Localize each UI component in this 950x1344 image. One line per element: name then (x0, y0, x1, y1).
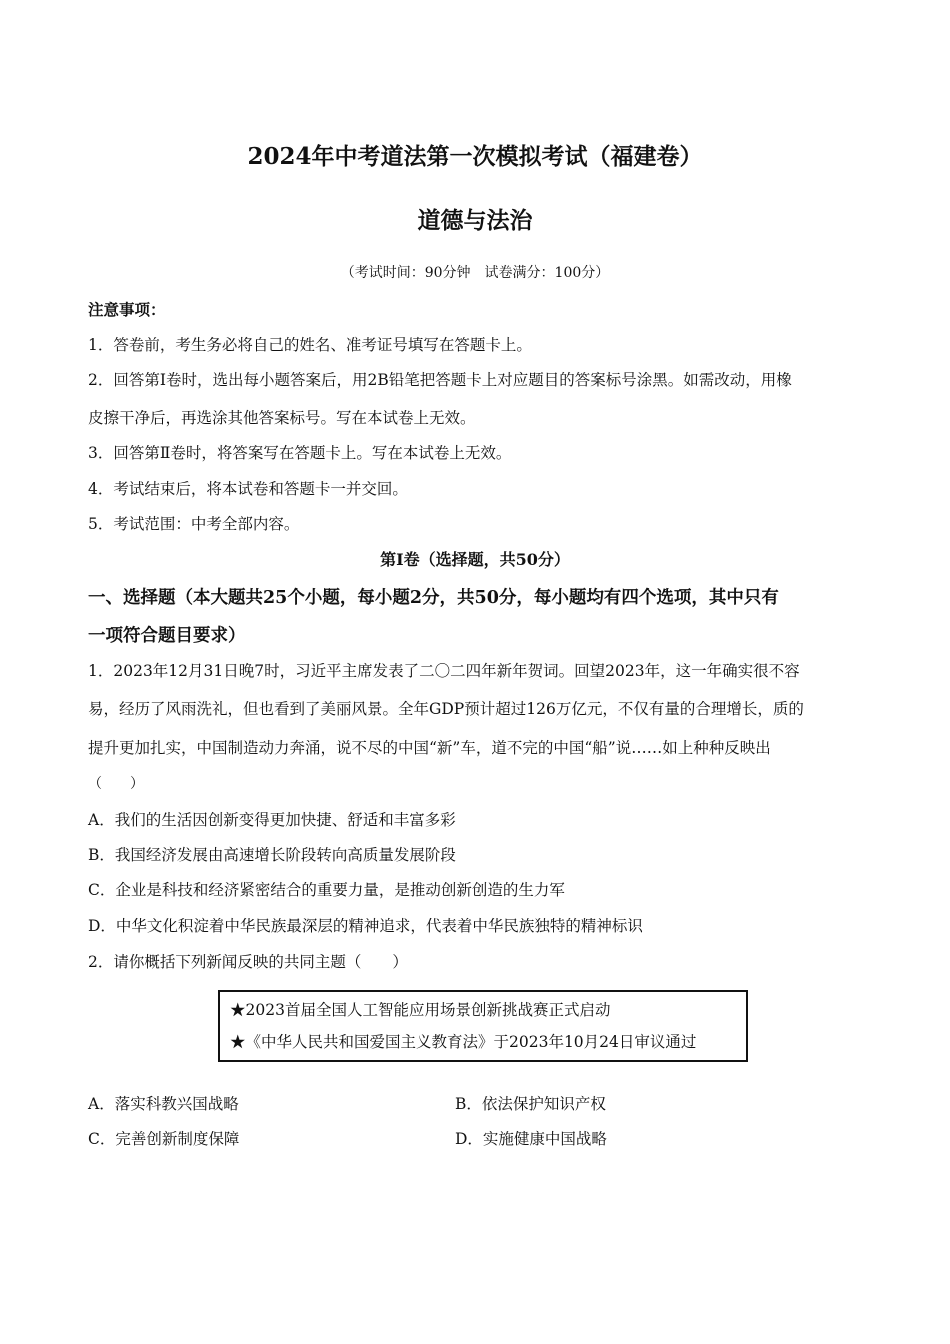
notice-item: 1．答卷前，考生务必将自己的姓名、准考证号填写在答题卡上。 (88, 336, 532, 354)
subject-title: 道德与法治 (417, 207, 533, 234)
notice-item: 4．考试结束后，将本试卷和答题卡一并交回。 (88, 480, 408, 498)
question-1-stem: 易，经历了风雨洗礼，但也看到了美丽风景。全年GDP预计超过126万亿元，不仅有量的合理增长，质的 (88, 700, 804, 718)
question-1-option-c: C．企业是科技和经济紧密结合的重要力量，是推动创新创造的生力军 (88, 881, 565, 899)
question-1-option-d: D．中华文化积淀着中华民族最深层的精神追求，代表着中华民族独特的精神标识 (88, 917, 643, 935)
notice-item: 2．回答第Ⅰ卷时，选出每小题答案后，用2B铅笔把答题卡上对应题目的答案标号涂黑。如需改动，用橡 (88, 371, 792, 389)
notice-item: 5．考试范围：中考全部内容。 (88, 515, 300, 533)
question-2-option-a: A．落实科教兴国战略 (88, 1095, 239, 1113)
question-1-option-b: B．我国经济发展由高速增长阶段转向高质量发展阶段 (88, 846, 456, 864)
answer-blank: （ ） (88, 776, 144, 792)
notice-item: 3．回答第Ⅱ卷时，将答案写在答题卡上。写在本试卷上无效。 (88, 444, 512, 462)
exam-title: 2024年中考道法第一次模拟考试（福建卷） (247, 143, 703, 170)
section-title: 第Ⅰ卷（选择题，共50分） (380, 550, 570, 569)
question-1-option-a: A．我们的生活因创新变得更加快捷、舒适和丰富多彩 (88, 811, 456, 829)
part-heading: 一项符合题目要求） (88, 626, 246, 646)
question-2-option-b: B．依法保护知识产权 (455, 1095, 606, 1113)
notice-item: 皮擦干净后，再选涂其他答案标号。写在本试卷上无效。 (88, 409, 476, 427)
question-2-stem: 2．请你概括下列新闻反映的共同主题（ ） (88, 953, 408, 971)
question-2-option-d: D．实施健康中国战略 (455, 1130, 607, 1148)
part-heading: 一、选择题（本大题共25个小题，每小题2分，共50分，每小题均有四个选项，其中只有 (88, 588, 779, 608)
notice-heading: 注意事项： (88, 300, 166, 319)
question-2-option-c: C．完善创新制度保障 (88, 1130, 240, 1148)
exam-info: （考试时间：90分钟 试卷满分：100分） (340, 265, 610, 281)
news-box (218, 990, 748, 1062)
question-1-stem: 提升更加扎实，中国制造动力奔涌，说不尽的中国“新”车，道不完的中国“船”说……如上种种反映出 (88, 739, 771, 757)
news-item: ★《中华人民共和国爱国主义教育法》于2023年10月24日审议通过 (230, 1033, 697, 1051)
question-1-stem: 1．2023年12月31日晚7时，习近平主席发表了二〇二四年新年贺词。回望2023年，这一年确实很不容 (88, 662, 800, 680)
news-item: ★2023首届全国人工智能应用场景创新挑战赛正式启动 (230, 1001, 611, 1019)
